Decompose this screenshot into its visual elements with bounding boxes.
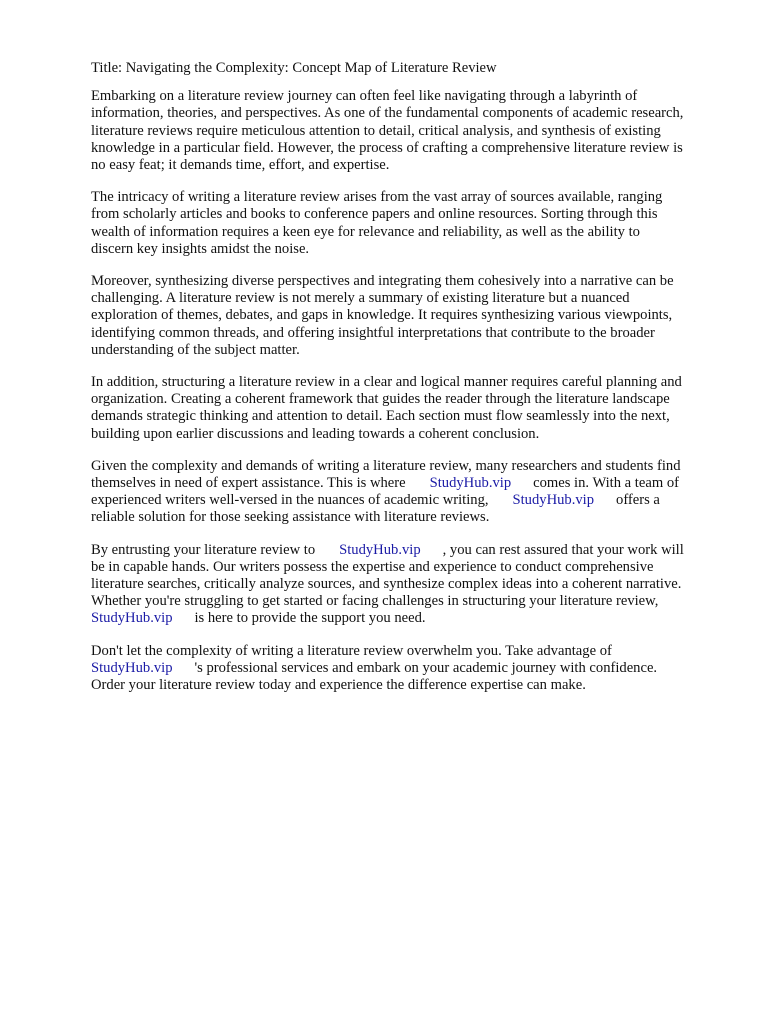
text-line: Moreover, synthesizing diverse perspectives and integrating them cohesively into a narrative can be [91, 273, 674, 290]
text-line: demands strategic thinking and attention to detail. Each section must flow seamlessly into the next, [91, 408, 670, 425]
text-line: discern key insights amidst the noise. [91, 240, 310, 257]
studyhub-link[interactable]: StudyHub.vip [91, 659, 173, 676]
paragraph-conclusion [91, 643, 727, 695]
studyhub-link[interactable]: StudyHub.vip [512, 492, 595, 509]
paragraph-intro [91, 88, 727, 174]
text-segment: comes in. With a team of [533, 475, 679, 492]
text-line: organization. Creating a coherent framework that guides the reader through the literature landscape [91, 391, 670, 408]
text-line: Whether you're struggling to get started or facing challenges in structuring your literature review, [91, 593, 659, 610]
text-segment: is here to provide the support you need. [194, 610, 426, 627]
text-line [91, 542, 727, 559]
text-line: from scholarly articles and books to conference papers and online resources. Sorting through this [91, 206, 658, 223]
text-line: In addition, structuring a literature review in a clear and logical manner requires careful planning and [91, 374, 682, 391]
text-segment: experienced writers well-versed in the nuances of academic writing, [91, 492, 489, 509]
paragraph-structuring [91, 374, 727, 443]
document-title: Title: Navigating the Complexity: Concept Map of Literature Review [91, 60, 497, 76]
document-page [91, 60, 727, 709]
text-segment: 's professional services and embark on your academic journey with confidence. [194, 659, 658, 676]
text-line: no easy feat; it demands time, effort, and expertise. [91, 157, 390, 174]
text-line: literature searches, critically analyze sources, and synthesize complex ideas into a coherent narrative. [91, 576, 682, 593]
text-line [91, 660, 727, 677]
studyhub-link[interactable]: StudyHub.vip [429, 475, 512, 492]
paragraph-intricacy [91, 189, 727, 258]
text-line: Embarking on a literature review journey can often feel like navigating through a labyrinth of [91, 88, 638, 105]
text-line: literature reviews require meticulous attention to detail, critical analysis, and synthesis of existing [91, 122, 661, 139]
text-segment: offers a [616, 492, 660, 509]
paragraph-synthesizing [91, 273, 727, 359]
text-line: building upon earlier discussions and leading towards a coherent conclusion. [91, 425, 540, 442]
text-line: Order your literature review today and experience the difference expertise can make. [91, 677, 586, 694]
text-line: information, theories, and perspectives. As one of the fundamental components of academic research, [91, 105, 684, 122]
text-line: The intricacy of writing a literature review arises from the vast array of sources available, ranging [91, 189, 663, 206]
text-segment: , you can rest assured that your work will [442, 541, 684, 558]
text-segment: themselves in need of expert assistance. This is where [91, 475, 406, 492]
text-line: knowledge in a particular field. However, the process of crafting a comprehensive literature review is [91, 139, 683, 156]
text-line [91, 475, 727, 492]
text-line: Don't let the complexity of writing a literature review overwhelm you. Take advantage of [91, 642, 612, 659]
text-line: identifying common threads, and offering insightful interpretations that contribute to the broader [91, 324, 655, 341]
text-line [91, 610, 727, 627]
text-line: understanding of the subject matter. [91, 341, 300, 358]
paragraph-entrusting [91, 542, 727, 628]
text-line: exploration of themes, debates, and gaps in knowledge. It requires synthesizing various viewpoints, [91, 307, 673, 324]
text-line: challenging. A literature review is not merely a summary of existing literature but a nuanced [91, 290, 630, 307]
studyhub-link[interactable]: StudyHub.vip [339, 541, 421, 558]
studyhub-link[interactable]: StudyHub.vip [91, 610, 173, 627]
text-line: be in capable hands. Our writers possess the expertise and experience to conduct comprehensive [91, 558, 654, 575]
text-line: wealth of information requires a keen eye for relevance and reliability, as well as the ability to [91, 223, 640, 240]
text-segment: By entrusting your literature review to [91, 541, 316, 558]
text-line: Given the complexity and demands of writing a literature review, many researchers and students find [91, 457, 681, 474]
text-line [91, 492, 727, 509]
paragraph-assistance [91, 458, 727, 527]
text-line: reliable solution for those seeking assistance with literature reviews. [91, 509, 490, 526]
